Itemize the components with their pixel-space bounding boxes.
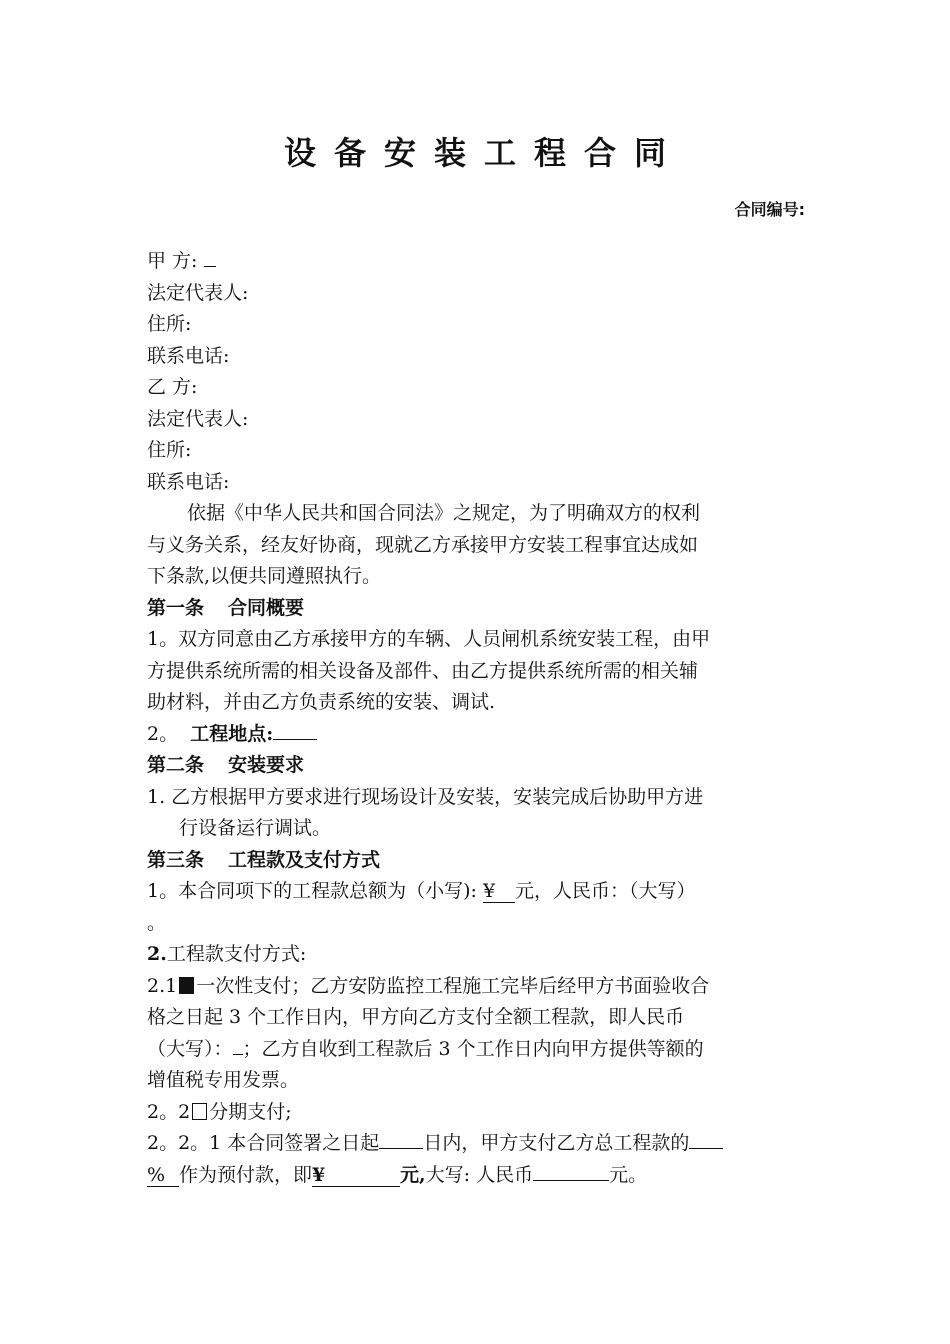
total-amount-end: 。 [147, 911, 167, 934]
lump-sum-payment: 格之日起 3 个工作日内，甲方向乙方支付全额工程款，即人民币 [147, 1006, 685, 1028]
days-blank [379, 1148, 423, 1149]
intro-line: 下条款,以便共同遵照执行。 [147, 565, 382, 587]
party-b-rep: 法定代表人: [147, 407, 249, 430]
party-a-name: 甲 方: [147, 246, 807, 278]
party-b-address: 住所: [147, 439, 192, 461]
advance-payment: 2。2。1 本合同签署之日起 日内，甲方支付乙方总工程款的 [147, 1128, 807, 1160]
intro-line: 依据《中华人民共和国合同法》之规定，为了明确双方的权利 [187, 502, 701, 524]
article-2-para: 1. 乙方根据甲方要求进行现场设计及安装，安装完成后协助甲方进 [147, 785, 704, 808]
percent-blank: % [147, 1164, 179, 1187]
article-3-heading: 第三条 工程款及支付方式 [147, 848, 381, 871]
lump-sum-payment: 增值税专用发票。 [147, 1069, 300, 1091]
payment-method-heading: 2.工程款支付方式: [147, 943, 307, 965]
advance-payment: % 作为预付款，即¥ 元,大写: 人民币 元。 [147, 1163, 648, 1186]
percent-blank-start [689, 1148, 723, 1149]
intro-line: 与义务关系，经友好协商，现就乙方承接甲方安装工程事宜达成如 [147, 533, 699, 556]
amount-small-blank: ¥ [483, 880, 515, 903]
installment-payment: 2。2 分期支付; [147, 1100, 292, 1123]
article-1-para: 方提供系统所需的相关设备及部件、由乙方提供系统所需的相关辅 [147, 659, 699, 682]
party-b-phone: 联系电话: [147, 470, 230, 493]
advance-words-blank [533, 1180, 609, 1181]
location-blank [273, 739, 317, 740]
total-amount-line: 1。本合同项下的工程款总额为（小写): ¥ 元，人民币：（大写） [147, 880, 696, 902]
party-a-phone: 联系电话: [147, 344, 230, 367]
contract-body [147, 246, 807, 1191]
contract-number-label: 合同编号: [734, 200, 805, 219]
article-1-heading: 第一条 合同概要 [147, 596, 305, 619]
amount-words-blank [233, 1054, 243, 1055]
article-1-para: 助材料，并由乙方负责系统的安装、调试. [147, 691, 496, 713]
lump-sum-payment: （大写）： ；乙方自收到工程款后 3 个工作日内向甲方提供等额的 [147, 1037, 704, 1060]
party-a-address: 住所: [147, 313, 192, 335]
lump-sum-payment: 2.1 一次性支付；乙方安防监控工程施工完毕后经甲方书面验收合 [147, 974, 710, 997]
party-b-name: 乙 方: [147, 376, 198, 398]
party-a-rep: 法定代表人: [147, 281, 249, 304]
document-title: 设备安装工程合同 [283, 134, 684, 172]
checked-box-icon [179, 977, 194, 994]
unchecked-box-icon [192, 1103, 207, 1120]
project-location: 2。 工程地点: [147, 719, 807, 751]
article-2-para: 行设备运行调试。 [179, 817, 332, 839]
article-1-para: 1。双方同意由乙方承接甲方的车辆、人员闸机系统安装工程，由甲 [147, 628, 711, 650]
advance-amount-blank: ¥ [312, 1164, 400, 1187]
party-a-blank [204, 266, 216, 267]
article-2-heading: 第二条 安装要求 [147, 754, 305, 776]
